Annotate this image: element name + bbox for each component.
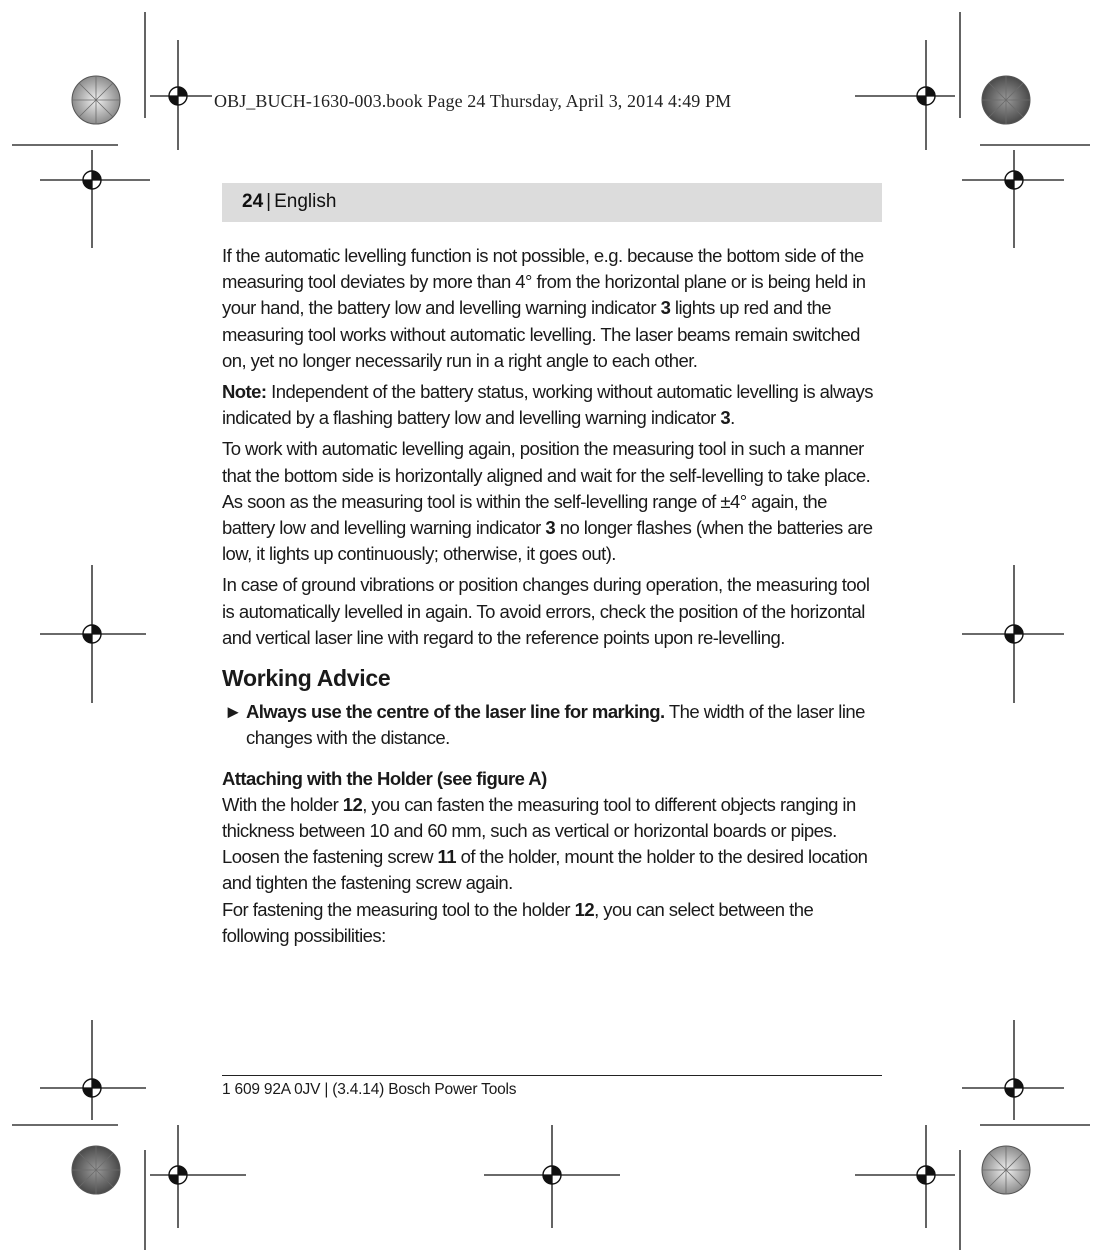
- bullet-bold-text: Always use the centre of the laser line for marking.: [246, 701, 665, 723]
- text-run: no longer flashes (when the batteries are low, it lights up continuously; otherwise, it goes out).: [222, 517, 873, 565]
- text-run: Loosen the fastening screw: [222, 846, 438, 868]
- subheading-attaching-holder: Attaching with the Holder (see figure A): [222, 767, 547, 789]
- page-body: [222, 243, 882, 949]
- indicator-reference: 3: [720, 407, 731, 429]
- text-run: If the automatic levelling function is not possible, e.g. because the bottom side of the measuring tool deviates by more than 4° from the horizontal plane or is being held in your hand, the battery low and levelling warning indicator: [222, 245, 866, 319]
- holder-reference: 12: [574, 898, 595, 920]
- book-file-header: OBJ_BUCH-1630-003.book Page 24 Thursday, April 3, 2014 4:49 PM: [214, 91, 732, 111]
- text-run: For fastening the measuring tool to the holder: [222, 898, 575, 920]
- section-heading-working-advice: Working Advice: [222, 665, 391, 692]
- paragraph-fastening-options: [222, 897, 882, 949]
- page-footer: 1 609 92A 0JV | (3.4.14) Bosch Power Tools: [222, 1081, 517, 1098]
- triangle-bullet-icon: ►: [224, 701, 242, 723]
- indicator-reference: 3: [660, 297, 671, 319]
- paragraph-levelling-again: [222, 436, 882, 567]
- paragraph-holder-objects: [222, 792, 882, 844]
- paragraph-levelling-not-possible: [222, 243, 882, 374]
- text-run: To work with automatic levelling again, position the measuring tool in such a manner that the bottom side is horizontally aligned and wait for the self-levelling to take place. As soon as the measuring tool is within the self-levelling range of ±4° again, the battery low and levelling warning indicator: [222, 438, 871, 539]
- text-run: lights up red and the measuring tool works without automatic levelling. The laser beams remain switched on, yet no longer necessarily run in a right angle to each other.: [222, 297, 860, 371]
- text-run: The width of the laser line changes with the distance.: [246, 701, 865, 749]
- holder-reference: 12: [342, 793, 363, 815]
- bullet-item-laser-centre: [222, 699, 882, 751]
- page-number: 24: [242, 191, 264, 212]
- page-section-label: English: [274, 191, 337, 212]
- footer-rule: [222, 1075, 882, 1076]
- text-run: , you can select between the following possibilities:: [222, 898, 814, 946]
- text-run: Independent of the battery status, working without automatic levelling is always indicated by a flashing battery low and levelling warning indicator: [222, 381, 873, 429]
- text-run: , you can fasten the measuring tool to different objects ranging in thickness between 10 and 60 mm, such as vertical or horizontal boards or pipes.: [222, 793, 856, 842]
- page-header: [242, 191, 336, 213]
- paragraph-ground-vibrations: In case of ground vibrations or position changes during operation, the measuring tool is automatically levelled in again. To avoid errors, check the position of the horizontal and vertical laser line with regard to the reference points upon re-levelling.: [222, 574, 870, 648]
- text-run: of the holder, mount the holder to the desired location and tighten the fastening screw again.: [222, 846, 868, 894]
- paragraph-fastening-screw: [222, 844, 882, 896]
- screw-reference: 11: [437, 846, 456, 868]
- page-header-separator: |: [266, 191, 272, 212]
- note-label: Note:: [222, 381, 267, 403]
- note-paragraph: [222, 379, 882, 431]
- text-run: .: [730, 407, 735, 429]
- text-run: With the holder: [222, 793, 343, 815]
- indicator-reference: 3: [545, 517, 556, 539]
- page-header-band: [222, 183, 882, 222]
